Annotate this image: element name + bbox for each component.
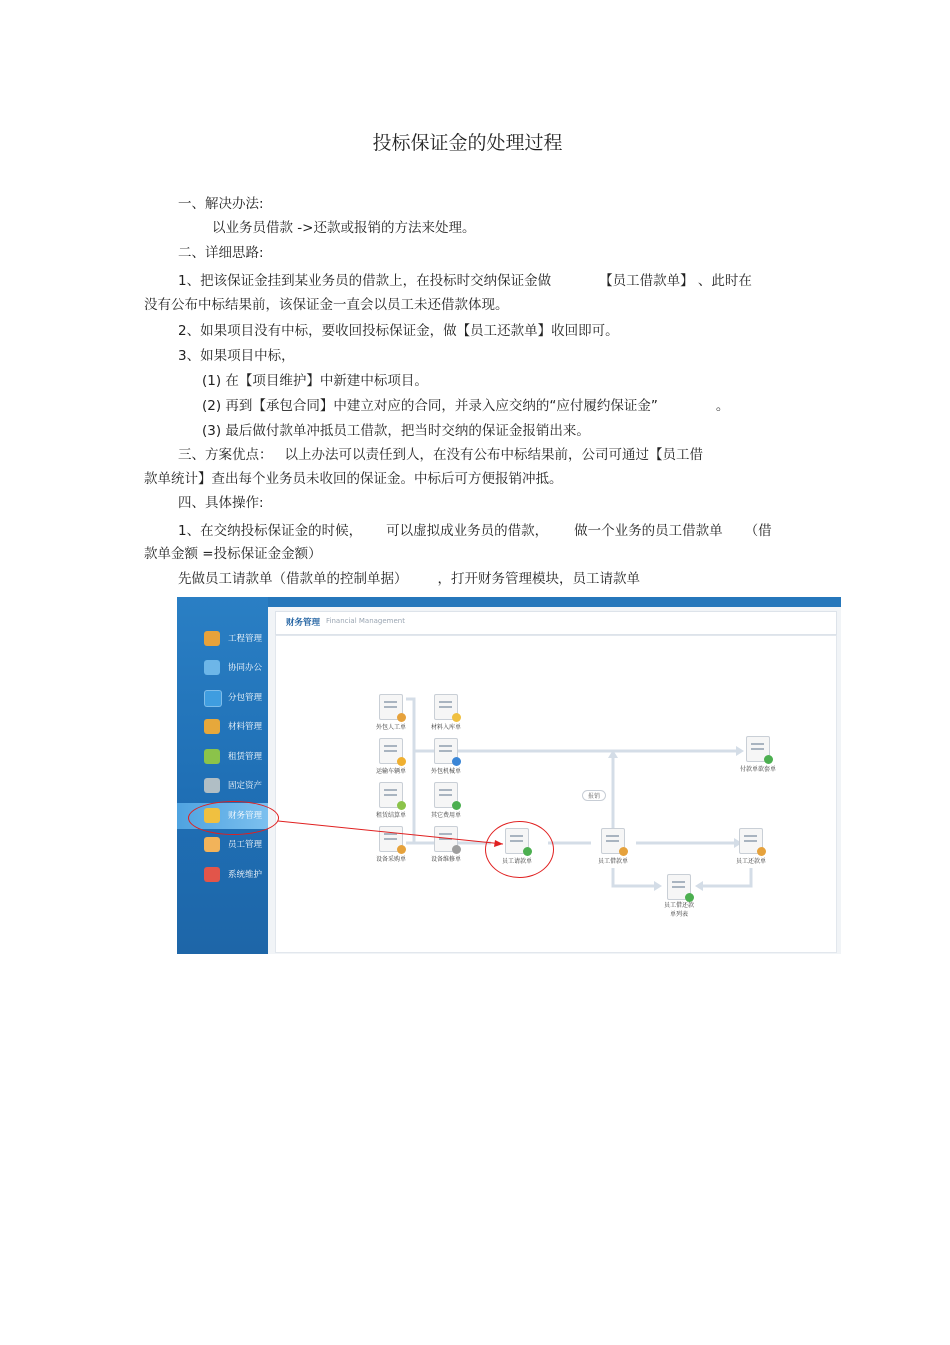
- paragraph: [178, 522, 772, 540]
- sidebar-item-label: 财务管理: [228, 811, 263, 821]
- flow-node-label: 设备采购单: [375, 856, 406, 863]
- document-icon: [434, 782, 458, 808]
- document-icon: [379, 826, 403, 852]
- paragraph: [202, 397, 729, 415]
- sidebar-item-label: 分包管理: [228, 693, 263, 703]
- sidebar: [177, 597, 268, 954]
- paragraph-text: 以上办法可以责任到人，在没有公布中标结果前，公司可通过【员工借: [284, 447, 703, 463]
- paragraph-text: ，打开财务管理模块，员工请款单: [437, 571, 640, 587]
- paragraph: 2、如果项目没有中标，要收回投标保证金，做【员工还款单】收回即可。: [178, 323, 619, 339]
- paragraph-text: 可以虚拟成业务员的借款，: [386, 523, 549, 539]
- flow-node-label: 外包人工单: [375, 724, 406, 731]
- section-heading-advantage: 三、方案优点：: [178, 447, 273, 463]
- document-icon: [434, 694, 458, 720]
- flow-node-label: 付款单欲套单: [739, 766, 776, 773]
- paragraph-text: 先做员工请款单（借款单的控制单据）: [178, 571, 408, 587]
- paragraph: 以业务员借款 ->还款或报销的方法来处理。: [212, 220, 476, 236]
- paragraph-text: 。: [715, 398, 730, 414]
- sidebar-item-system[interactable]: [177, 862, 268, 888]
- material-icon: [204, 719, 220, 734]
- flow-node-staff-loan[interactable]: [588, 828, 638, 865]
- sidebar-item-material[interactable]: [177, 714, 268, 740]
- flow-node-lease-settlement[interactable]: [366, 782, 416, 819]
- flow-node-loan-list[interactable]: [649, 874, 709, 918]
- flow-node-staff-repay[interactable]: [726, 828, 776, 865]
- stack-doc-icon: [746, 736, 770, 762]
- sidebar-item-asset[interactable]: [177, 773, 268, 799]
- paragraph: [178, 446, 703, 464]
- paragraph: (1) 在【项目维护】中新建中标项目。: [202, 373, 428, 389]
- sidebar-item-lease[interactable]: [177, 744, 268, 770]
- collab-icon: [204, 660, 220, 675]
- flow-node-label: 其它费用单: [430, 812, 461, 819]
- wrench-icon: [434, 826, 458, 852]
- flow-node-transport[interactable]: [366, 738, 416, 775]
- flow-node-label: 员工还款单: [735, 858, 766, 865]
- app-screenshot: [177, 597, 841, 954]
- system-icon: [204, 867, 220, 882]
- paragraph: 3、如果项目中标，: [178, 348, 295, 364]
- panel-title: 财务管理: [286, 618, 321, 628]
- flow-node-label: 运输车辆单: [375, 768, 406, 775]
- paragraph: 没有公布中标结果前，该保证金一直会以员工未还借款体现。: [144, 297, 509, 313]
- paragraph: [178, 272, 752, 290]
- flow-node-label: 外包机械单: [430, 768, 461, 775]
- machine-icon: [434, 738, 458, 764]
- flow-node-label: 员工借款单: [597, 858, 628, 865]
- flow-node-other-expense[interactable]: [421, 782, 471, 819]
- paragraph-text: 做一个业务的员工借款单: [574, 523, 723, 539]
- asset-icon: [204, 778, 220, 793]
- sidebar-item-engineering[interactable]: [177, 626, 268, 652]
- highlight-circle: [485, 821, 554, 878]
- lease-icon: [204, 749, 220, 764]
- document-icon: [601, 828, 625, 854]
- paragraph-text: (2) 再到【承包合同】中建立对应的合同，并录入应交纳的“应付履约保证金”: [202, 398, 658, 414]
- flow-node-label: 员工借还款: [663, 902, 694, 909]
- engineer-icon: [204, 631, 220, 646]
- section-heading-idea: 二、详细思路:: [178, 245, 264, 261]
- staff-icon: [204, 837, 220, 852]
- flow-node-label: 租赁结算单: [375, 812, 406, 819]
- sidebar-item-collab[interactable]: [177, 655, 268, 681]
- flow-lines: [276, 636, 836, 952]
- person-list-icon: [667, 874, 691, 900]
- flow-node-payment-package[interactable]: [728, 736, 788, 773]
- sidebar-item-label: 系统维护: [228, 870, 263, 880]
- sidebar-item-label: 租赁管理: [228, 752, 263, 762]
- paragraph-text: 【员工借款单】 、此时在: [599, 273, 752, 289]
- highlight-ellipse: [188, 801, 279, 835]
- section-heading-solution: 一、解决办法:: [178, 196, 264, 212]
- main-panel: [268, 607, 841, 954]
- truck-icon: [379, 738, 403, 764]
- flow-node-label: 员工请款单: [501, 858, 532, 865]
- paragraph: 款单统计】查出每个业务员未收回的保证金。中标后可方便报销冲抵。: [144, 471, 563, 487]
- flow-node-outsourced-machine[interactable]: [421, 738, 471, 775]
- flow-node-label: 材料入库单: [430, 724, 461, 731]
- paragraph: 款单金额 =投标保证金金额）: [144, 546, 322, 562]
- flow-node-equipment-purchase[interactable]: [366, 826, 416, 863]
- page-title: 投标保证金的处理过程: [372, 132, 563, 154]
- flow-node-outsourced-labor[interactable]: [366, 694, 416, 731]
- section-heading-operation: 四、具体操作:: [178, 495, 264, 511]
- flow-node-label: 设备维修单: [430, 856, 461, 863]
- sidebar-item-subcontract[interactable]: [177, 685, 268, 711]
- flow-node-label: 单列表: [669, 911, 688, 918]
- paragraph: (3) 最后做付款单冲抵员工借款，把当时交纳的保证金报销出来。: [202, 423, 590, 439]
- flow-node-equipment-repair[interactable]: [421, 826, 471, 863]
- paragraph-text: 1、在交纳投标保证金的时候，: [178, 523, 363, 539]
- sidebar-item-staff[interactable]: [177, 832, 268, 858]
- subcontract-icon: [204, 690, 222, 707]
- sidebar-item-label: 协同办公: [228, 663, 263, 673]
- document-icon: [379, 782, 403, 808]
- paragraph: [178, 570, 640, 588]
- paragraph-text: （借: [744, 523, 772, 539]
- sidebar-item-label: 工程管理: [228, 634, 263, 644]
- sidebar-item-label: 员工管理: [228, 840, 263, 850]
- panel-subtitle: Financial Management: [326, 617, 405, 625]
- paragraph-text: 1、把该保证金挂到某业务员的借款上，在投标时交纳保证金做: [178, 273, 552, 289]
- document-icon: [739, 828, 763, 854]
- sidebar-item-label: 固定资产: [228, 781, 263, 791]
- document-icon: [379, 694, 403, 720]
- flow-node-material-inbound[interactable]: [421, 694, 471, 731]
- top-bar: [268, 597, 841, 607]
- sidebar-item-label: 材料管理: [228, 722, 263, 732]
- panel-header: [275, 611, 837, 635]
- flow-canvas: [275, 635, 837, 953]
- reimburse-badge[interactable]: 报销: [582, 790, 606, 801]
